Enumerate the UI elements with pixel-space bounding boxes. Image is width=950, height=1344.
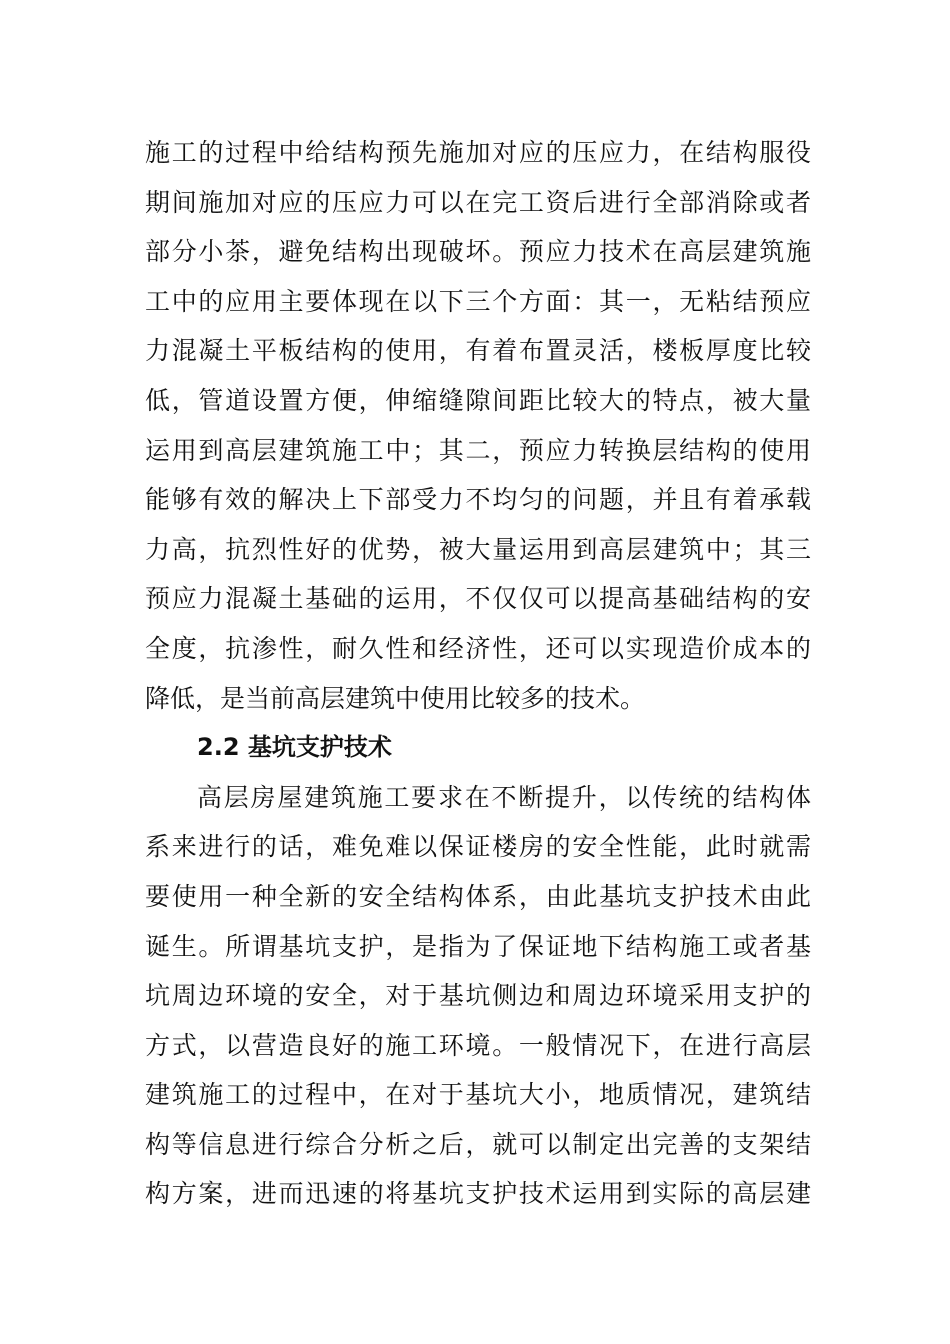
text-line: 部分小茶，避免结构出现破坏。预应力技术在高层建筑施 <box>145 237 811 267</box>
text-line: 期间施加对应的压应力可以在完工资后进行全部消除或者 <box>145 187 811 217</box>
text-line: 能够有效的解决上下部受力不均匀的问题，并且有着承载 <box>145 485 811 515</box>
paragraph-foundation-support <box>145 773 811 1219</box>
text-line: 力混凝土平板结构的使用，有着布置灵活，楼板厚度比较 <box>145 336 811 366</box>
text-line: 系来进行的话，难免难以保证楼房的安全性能，此时就需 <box>145 832 811 862</box>
text-line: 诞生。所谓基坑支护，是指为了保证地下结构施工或者基 <box>145 931 811 961</box>
text-line: 全度，抗渗性，耐久性和经济性，还可以实现造价成本的 <box>145 633 811 663</box>
text-line: 降低，是当前高层建筑中使用比较多的技术。 <box>145 683 646 713</box>
text-line: 施工的过程中给结构预先施加对应的压应力，在结构服役 <box>145 138 811 167</box>
text-line: 坑周边环境的安全，对于基坑侧边和周边环境采用支护的 <box>145 981 811 1011</box>
text-line: 预应力混凝土基础的运用，不仅仅可以提高基础结构的安 <box>145 584 811 614</box>
text-line: 方式，以营造良好的施工环境。一般情况下，在进行高层 <box>145 1030 811 1060</box>
text-line: 运用到高层建筑施工中；其二，预应力转换层结构的使用 <box>145 435 811 465</box>
paragraph-prestress <box>145 128 811 723</box>
text-line: 构等信息进行综合分析之后，就可以制定出完善的支架结 <box>145 1129 811 1159</box>
text-line: 高层房屋建筑施工要求在不断提升，以传统的结构体 <box>197 782 811 812</box>
text-line: 力高，抗烈性好的优势，被大量运用到高层建筑中；其三 <box>145 534 811 564</box>
text-line: 构方案，进而迅速的将基坑支护技术运用到实际的高层建 <box>145 1179 811 1209</box>
text-line: 低，管道设置方便，伸缩缝隙间距比较大的特点，被大量 <box>145 385 811 415</box>
text-line: 建筑施工的过程中，在对于基坑大小，地质情况，建筑结 <box>145 1080 811 1110</box>
document-body <box>145 128 811 1219</box>
text-line: 工中的应用主要体现在以下三个方面：其一，无粘结预应 <box>145 286 811 316</box>
text-line: 要使用一种全新的安全结构体系，由此基坑支护技术由此 <box>145 881 811 911</box>
section-heading: 2.2 基坑支护技术 <box>197 733 392 762</box>
